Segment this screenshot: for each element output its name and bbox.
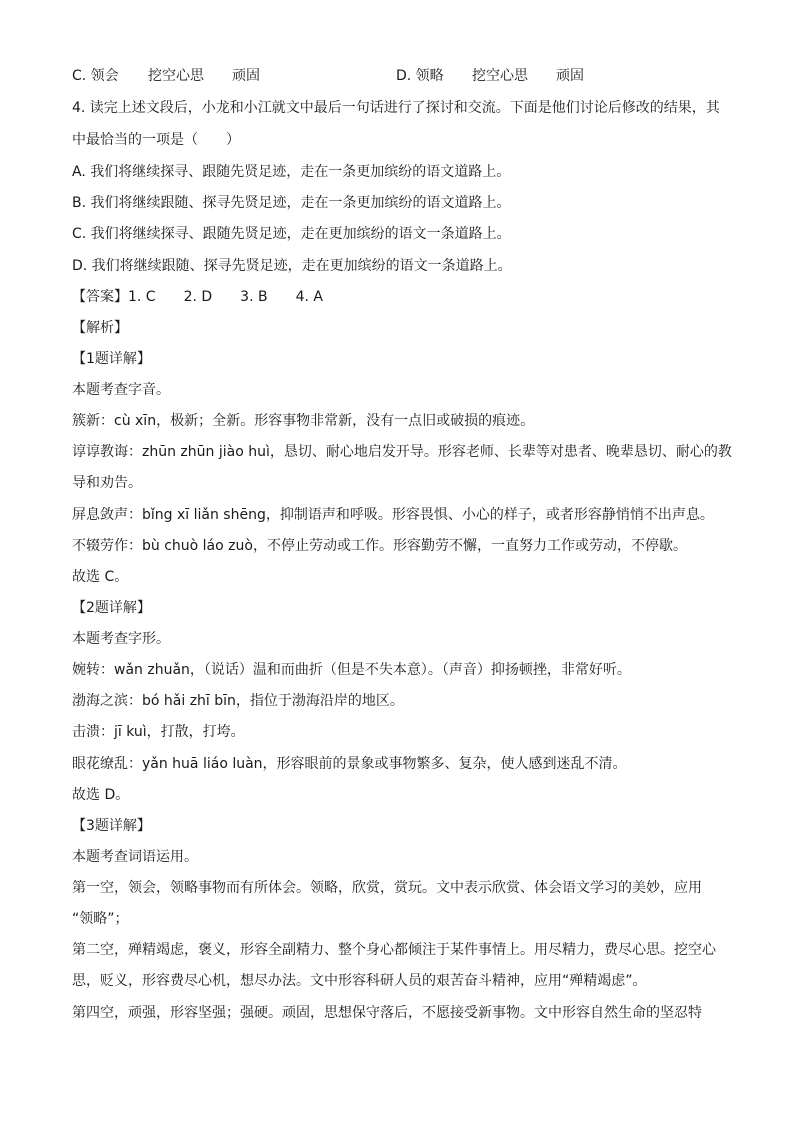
q2-item-1: 婉转：wǎn zhuǎn，（说话）温和而曲折（但是不失本意）。（声音）抑扬顿挫，非常好听。 <box>72 662 631 678</box>
q1-item-2-line-2: 导和劝告。 <box>72 475 142 491</box>
option-c-word1: C. 领会 <box>72 68 119 84</box>
option-d-word2: 挖空心思 <box>472 68 528 84</box>
question-4-option-c: C. 我们将继续探寻、跟随先贤足迹，走在更加缤纷的语文一条道路上。 <box>72 226 511 242</box>
option-c-word3: 顽固 <box>232 68 260 84</box>
q3-heading: 【3题详解】 <box>72 818 151 834</box>
q1-topic: 本题考查字音。 <box>72 382 170 398</box>
question-4-line-1: 4. 读完上述文段后，小龙和小江就文中最后一句话进行了探讨和交流。下面是他们讨论后修改的结果，其 <box>72 100 720 116</box>
question-4-option-a: A. 我们将继续探寻、跟随先贤足迹，走在一条更加缤纷的语文道路上。 <box>72 164 511 180</box>
option-c-word2: 挖空心思 <box>148 68 204 84</box>
options-row-c-d <box>72 66 722 86</box>
q2-heading: 【2题详解】 <box>72 600 151 616</box>
question-4-option-b: B. 我们将继续跟随、探寻先贤足迹，走在一条更加缤纷的语文道路上。 <box>72 195 511 211</box>
q1-conclusion: 故选 C。 <box>72 569 129 585</box>
question-4-line-2: 中最恰当的一项是（ ） <box>72 132 240 148</box>
q2-item-2: 渤海之滨：bó hǎi zhī bīn，指位于渤海沿岸的地区。 <box>72 693 404 709</box>
q3-blank-4-line-1: 第四空，顽强，形容坚强；强硬。顽固，思想保守落后，不愿接受新事物。文中形容自然生命的坚忍特 <box>72 1005 702 1021</box>
q3-blank-2-line-2: 思，贬义，形容费尽心机，想尽办法。文中形容科研人员的艰苦奋斗精神，应用“殚精竭虑”。 <box>72 973 647 989</box>
q1-heading: 【1题详解】 <box>72 351 151 367</box>
q1-item-3: 屏息敛声：bǐng xī liǎn shēng，抑制语声和呼吸。形容畏惧、小心的样子，或者形容静悄悄不出声息。 <box>72 507 714 523</box>
q2-item-4: 眼花缭乱：yǎn huā liáo luàn，形容眼前的景象或事物繁多、复杂，使人感到迷乱不清。 <box>72 756 627 772</box>
q3-blank-2-line-1: 第二空，殚精竭虑，褒义，形容全副精力、整个身心都倾注于某件事情上。用尽精力，费尽心思。挖空心 <box>72 942 716 958</box>
option-d-word3: 顽固 <box>556 68 584 84</box>
q1-item-2-line-1: 谆谆教诲：zhūn zhūn jiào huì，恳切、耐心地启发开导。形容老师、长辈等对患者、晚辈恳切、耐心的教 <box>72 444 732 460</box>
analysis-heading: 【解析】 <box>72 320 128 336</box>
q2-topic: 本题考查字形。 <box>72 631 170 647</box>
answer-line: 【答案】1. C 2. D 3. B 4. A <box>72 289 323 305</box>
q1-item-4: 不辍劳作：bù chuò láo zuò，不停止劳动或工作。形容勤劳不懈，一直努力工作或劳动，不停歇。 <box>72 538 687 554</box>
option-d-word1: D. 领略 <box>396 68 444 84</box>
q1-item-1: 簇新：cù xīn，极新；全新。形容事物非常新，没有一点旧或破损的痕迹。 <box>72 413 535 429</box>
q3-blank-1-line-2: “领略”； <box>72 911 129 927</box>
q3-blank-1-line-1: 第一空，领会，领略事物而有所体会。领略，欣赏，赏玩。文中表示欣赏、体会语文学习的美妙，应用 <box>72 880 702 896</box>
q2-item-3: 击溃：jī kuì，打散，打垮。 <box>72 724 245 740</box>
q3-topic: 本题考查词语运用。 <box>72 849 198 865</box>
q2-conclusion: 故选 D。 <box>72 787 130 803</box>
question-4-option-d: D. 我们将继续跟随、探寻先贤足迹，走在更加缤纷的语文一条道路上。 <box>72 258 512 274</box>
